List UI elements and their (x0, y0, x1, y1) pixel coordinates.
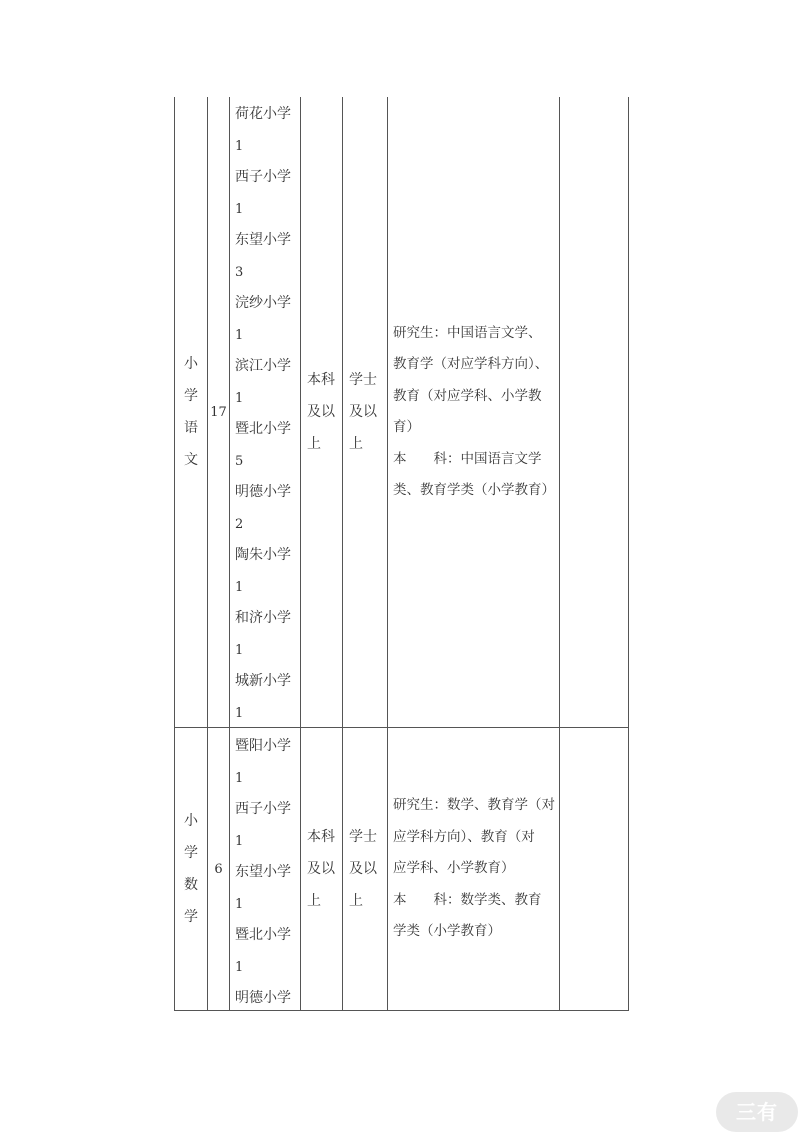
school-quota: 1 (235, 959, 244, 975)
education-requirement: 本科及以上 (307, 829, 335, 909)
major-line: 类、教育学类（小学教育） (393, 482, 555, 498)
education-requirement: 本科及以上 (307, 372, 335, 452)
school-quota: 3 (235, 264, 244, 280)
major-line: 育） (393, 419, 420, 435)
school-list (235, 731, 300, 1015)
education-cell (301, 97, 343, 728)
school-name: 暨北小学 (235, 927, 291, 943)
school-quota: 2 (235, 516, 244, 532)
school-name: 和济小学 (235, 610, 291, 626)
school-name: 东望小学 (235, 864, 291, 880)
school-name: 暨北小学 (235, 421, 291, 437)
major-line: 教育学（对应学科方向）、 (393, 356, 549, 372)
degree-requirement: 学士及以上 (349, 829, 377, 909)
subject-cell (175, 728, 208, 1011)
subject-cell (175, 97, 208, 728)
school-quota: 1 (235, 833, 244, 849)
school-list (235, 99, 300, 729)
major-line: 研究生：数学、教育学（对 (393, 797, 555, 814)
school-quota: 1 (235, 642, 244, 658)
major-line: 应学科方向）、教育（对 (393, 828, 535, 845)
degree-cell (343, 97, 388, 728)
count-cell (208, 97, 230, 728)
school-name: 西子小学 (235, 169, 291, 185)
school-quota: 1 (235, 138, 244, 154)
note-cell (560, 728, 629, 1011)
subject-label: 小学数学 (184, 813, 198, 925)
school-name: 西子小学 (235, 801, 291, 817)
watermark-logo: 三有 (716, 1092, 798, 1132)
major-line: 教育（对应学科、小学教 (393, 387, 542, 404)
school-name: 城新小学 (235, 673, 291, 689)
school-quota: 1 (235, 770, 244, 786)
school-quota: 1 (235, 390, 244, 406)
count-cell (208, 728, 230, 1011)
major-line: 本 科：中国语言文学 (393, 450, 542, 467)
major-line: 研究生：中国语言文学、 (393, 324, 542, 341)
school-quota: 1 (235, 327, 244, 343)
school-name: 浣纱小学 (235, 295, 291, 311)
note-cell (560, 97, 629, 728)
table-row (175, 97, 629, 728)
school-name: 东望小学 (235, 232, 291, 248)
recruitment-table (174, 97, 629, 1011)
school-quota: 1 (235, 705, 244, 721)
education-cell (301, 728, 343, 1011)
degree-requirement: 学士及以上 (349, 372, 377, 452)
school-name: 滨江小学 (235, 358, 291, 374)
table-row (175, 728, 629, 1011)
school-quota: 1 (235, 579, 244, 595)
position-count: 6 (214, 861, 223, 877)
school-name: 荷花小学 (235, 106, 291, 122)
school-name: 暨阳小学 (235, 738, 291, 754)
position-count: 17 (210, 404, 227, 420)
school-name: 明德小学 (235, 990, 291, 1006)
schools-cell (230, 97, 301, 728)
school-quota: 5 (235, 453, 244, 469)
major-line: 应学科、小学教育） (393, 860, 515, 877)
school-quota: 1 (235, 201, 244, 217)
school-name: 明德小学 (235, 484, 291, 500)
major-cell (388, 97, 560, 728)
school-quota: 1 (235, 896, 244, 912)
subject-label: 小学语文 (184, 356, 198, 468)
schools-cell (230, 728, 301, 1011)
school-name: 陶朱小学 (235, 547, 291, 563)
major-line: 学类（小学教育） (393, 923, 501, 940)
major-cell (388, 728, 560, 1011)
degree-cell (343, 728, 388, 1011)
major-line: 本 科：数学类、教育 (393, 891, 542, 908)
